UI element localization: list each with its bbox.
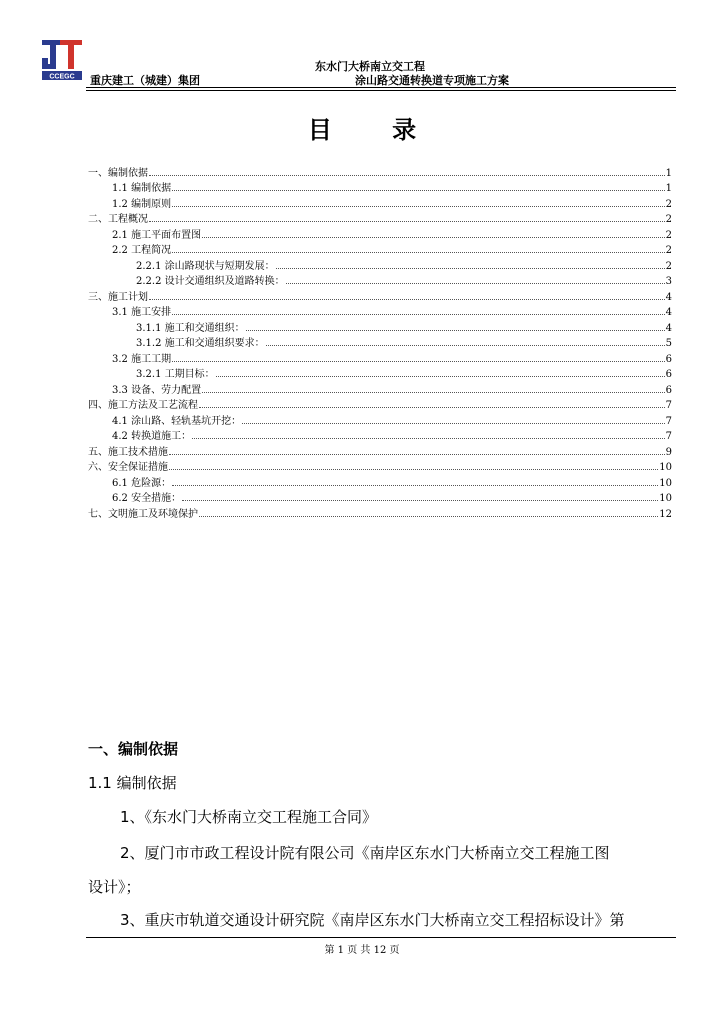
toc-dot-leader	[172, 361, 665, 362]
toc-dot-leader	[172, 252, 665, 253]
toc-entry-text: 1.2 编制原则	[112, 198, 172, 210]
toc-page-number: 7	[665, 400, 672, 411]
toc-entry-text: 6.2 安全措施：	[112, 493, 182, 504]
toc-dot-leader	[216, 376, 665, 377]
toc-entry-text: 4.1 涂山路、轻轨基坑开挖：	[112, 415, 242, 427]
toc-entry-text: 2.2.2 设计交通组织及道路转换：	[136, 276, 285, 287]
table-of-contents	[88, 163, 672, 520]
toc-entry[interactable]	[88, 210, 672, 226]
toc-entry[interactable]	[88, 349, 672, 365]
toc-entry-text: 七、文明施工及环境保护	[88, 508, 198, 520]
toc-entry[interactable]	[88, 396, 672, 412]
toc-entry[interactable]	[88, 442, 672, 458]
toc-page-number: 6	[665, 369, 672, 380]
toc-dot-leader	[172, 190, 665, 191]
toc-page-number: 10	[659, 462, 672, 473]
subsection-heading: 1.1 编制依据	[88, 774, 177, 792]
toc-dot-leader	[202, 392, 665, 393]
toc-entry-text: 2.1 施工平面布置图	[112, 229, 202, 241]
footer-page-number: 第 1 页 共 12 页	[324, 945, 400, 956]
toc-page-number: 2	[665, 229, 672, 241]
toc-entry-text: 四、施工方法及工艺流程	[88, 400, 198, 411]
section-heading: 一、编制依据	[88, 740, 179, 758]
toc-page-number: 7	[665, 431, 672, 442]
toc-page-number: 3	[665, 276, 672, 287]
logo-t-stem	[68, 40, 74, 69]
toc-entry[interactable]	[88, 225, 672, 241]
toc-entry[interactable]	[88, 272, 672, 288]
toc-entry[interactable]	[88, 380, 672, 396]
toc-page-number: 6	[665, 353, 672, 365]
body-item: 1、《东水门大桥南立交工程施工合同》	[120, 808, 378, 826]
toc-page-number: 1	[665, 183, 672, 194]
toc-entry-text: 4.2 转换道施工：	[112, 431, 192, 442]
toc-dot-leader	[172, 314, 665, 315]
toc-entry[interactable]	[88, 427, 672, 443]
toc-entry-text: 五、施工技术措施	[88, 446, 168, 458]
toc-dot-leader	[169, 454, 665, 455]
toc-entry-text: 一、编制依据	[88, 167, 148, 179]
toc-entry-text: 3.1.1 施工和交通组织：	[136, 322, 245, 334]
toc-entry-text: 3.2.1 工期目标：	[136, 369, 215, 380]
toc-entry-text: 2.2.1 涂山路现状与短期发展：	[136, 260, 275, 272]
toc-page-number: 12	[659, 508, 672, 520]
toc-title: 目 录	[307, 116, 443, 144]
toc-page-number: 4	[665, 307, 672, 318]
toc-entry[interactable]	[88, 411, 672, 427]
toc-dot-leader	[172, 485, 658, 486]
toc-dot-leader	[172, 206, 665, 207]
toc-dot-leader	[276, 268, 665, 269]
toc-dot-leader	[246, 330, 665, 331]
toc-entry-text: 3.1 施工安排	[112, 307, 172, 318]
logo-sub-text: CCEGC	[49, 73, 75, 81]
toc-entry[interactable]	[88, 489, 672, 505]
toc-dot-leader	[149, 221, 665, 222]
toc-dot-leader	[199, 407, 665, 408]
toc-page-number: 5	[665, 338, 672, 349]
toc-entry[interactable]	[88, 504, 672, 520]
toc-entry[interactable]	[88, 179, 672, 195]
toc-entry[interactable]	[88, 194, 672, 210]
company-logo	[40, 38, 84, 82]
toc-dot-leader	[149, 175, 665, 176]
body-item-continuation: 设计》；	[88, 878, 141, 896]
toc-dot-leader	[266, 345, 665, 346]
toc-entry-text: 3.2 施工工期	[112, 353, 172, 365]
toc-dot-leader	[182, 500, 658, 501]
toc-entry-text: 3.1.2 施工和交通组织要求：	[136, 338, 265, 349]
toc-dot-leader	[202, 237, 665, 238]
toc-entry[interactable]	[88, 241, 672, 257]
toc-page-number: 2	[665, 198, 672, 210]
footer-rule	[86, 937, 676, 938]
toc-page-number: 10	[659, 493, 672, 504]
toc-entry[interactable]	[88, 365, 672, 381]
logo-j-stem	[50, 40, 56, 64]
header-company: 重庆建工（城建）集团	[90, 74, 200, 87]
header-rule	[86, 87, 676, 88]
toc-dot-leader	[149, 299, 665, 300]
toc-entry-text: 二、工程概况	[88, 214, 148, 225]
toc-entry[interactable]	[88, 473, 672, 489]
body-item: 2、厦门市市政工程设计院有限公司《南岸区东水门大桥南立交工程施工图	[120, 844, 610, 862]
toc-entry-text: 6.1 危险源：	[112, 477, 172, 489]
toc-entry[interactable]	[88, 458, 672, 474]
header-project-line2: 涂山路交通转换道专项施工方案	[355, 74, 509, 87]
toc-page-number: 9	[665, 446, 672, 458]
toc-entry-text: 2.2 工程简况	[112, 245, 172, 256]
toc-page-number: 2	[665, 214, 672, 225]
toc-page-number: 1	[665, 167, 672, 179]
toc-entry-text: 1.1 编制依据	[112, 183, 172, 194]
toc-dot-leader	[199, 516, 658, 517]
toc-entry[interactable]	[88, 163, 672, 179]
header-rule-thin	[86, 90, 676, 91]
toc-page-number: 4	[665, 322, 672, 334]
toc-page-number: 6	[665, 384, 672, 396]
toc-page-number: 2	[665, 245, 672, 256]
toc-dot-leader	[242, 423, 665, 424]
toc-dot-leader	[192, 438, 665, 439]
toc-page-number: 2	[665, 260, 672, 272]
header-project-line1: 东水门大桥南立交工程	[315, 60, 425, 73]
toc-entry[interactable]	[88, 256, 672, 272]
toc-page-number: 10	[659, 477, 672, 489]
toc-entry[interactable]	[88, 287, 672, 303]
toc-dot-leader	[169, 469, 658, 470]
body-item: 3、重庆市轨道交通设计研究院《南岸区东水门大桥南立交工程招标设计》第	[120, 911, 625, 929]
toc-entry[interactable]	[88, 334, 672, 350]
toc-page-number: 7	[665, 415, 672, 427]
toc-entry[interactable]	[88, 318, 672, 334]
toc-entry-text: 3.3 设备、劳力配置	[112, 384, 202, 396]
toc-entry[interactable]	[88, 303, 672, 319]
toc-entry-text: 三、施工计划	[88, 291, 148, 303]
toc-page-number: 4	[665, 291, 672, 303]
toc-dot-leader	[286, 283, 665, 284]
toc-entry-text: 六、安全保证措施	[88, 462, 168, 473]
